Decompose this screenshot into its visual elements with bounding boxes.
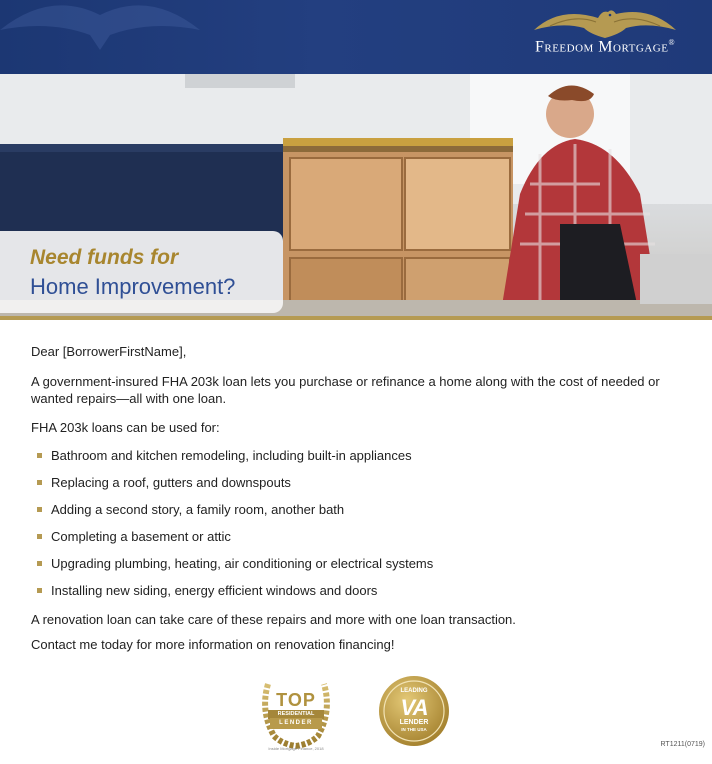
list-item: Completing a basement or attic [31, 528, 433, 555]
uses-heading: FHA 203k loans can be used for: [31, 420, 220, 435]
top-badge-source: Inside Mortgage Finance, 2018 [268, 746, 324, 751]
hero-image [0, 74, 712, 318]
eagle-watermark-icon [0, 0, 210, 60]
headline-callout [0, 231, 283, 313]
greeting: Dear [BorrowerFirstName], [31, 344, 187, 359]
list-item: Replacing a roof, gutters and downspouts [31, 474, 433, 501]
list-item: Installing new siding, energy efficient windows and doors [31, 582, 433, 609]
top-badge-lender: LENDER [279, 720, 313, 726]
gold-divider [0, 316, 712, 320]
top-badge-title: TOP [276, 690, 316, 710]
list-item: Adding a second story, a family room, another bath [31, 501, 433, 528]
closing-paragraph: A renovation loan can take care of these repairs and more with one loan transaction. [31, 612, 516, 627]
registered-mark: ® [668, 38, 676, 47]
list-item: Bathroom and kitchen remodeling, including built-in appliances [31, 447, 433, 474]
eagle-icon [530, 4, 680, 40]
va-badge-lender: LENDER [399, 719, 429, 726]
va-lender-badge [378, 675, 450, 747]
bullet-icon [37, 561, 42, 566]
bullet-icon [37, 480, 42, 485]
va-badge-leading: LEADING [400, 688, 428, 694]
document-code: RT1211(0719) [660, 741, 705, 748]
headline-line2: Home Improvement? [30, 274, 236, 299]
va-badge-va: VA [400, 695, 428, 720]
bullet-icon [37, 588, 42, 593]
top-badge-subtitle: RESIDENTIAL [277, 711, 315, 717]
list-item: Upgrading plumbing, heating, air conditioning or electrical systems [31, 555, 433, 582]
top-lender-badge [258, 676, 334, 756]
intro-paragraph: A government-insured FHA 203k loan lets you purchase or refinance a home along with the cost of needed or wanted repairs—all with one loan. [31, 374, 660, 406]
headline-line1: Need funds for [30, 246, 179, 269]
header-bar [0, 0, 712, 74]
uses-list [31, 447, 433, 609]
bullet-icon [37, 534, 42, 539]
brand-name: Freedom Mortgage [534, 38, 669, 56]
call-to-action: Contact me today for more information on renovation financing! [31, 637, 395, 652]
va-badge-usa: IN THE USA [401, 727, 427, 732]
bullet-icon [37, 507, 42, 512]
bullet-icon [37, 453, 42, 458]
freedom-mortgage-logo[interactable] [510, 4, 700, 68]
